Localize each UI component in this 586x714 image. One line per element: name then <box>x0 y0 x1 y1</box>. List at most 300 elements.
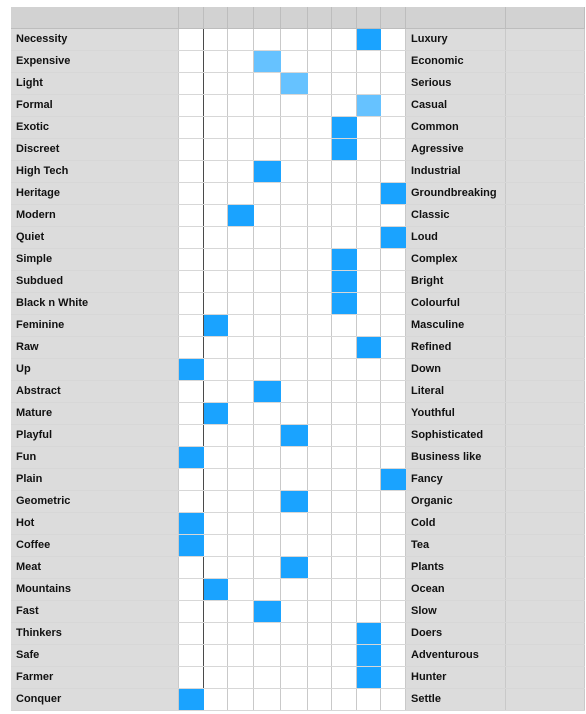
scale-cell <box>228 73 254 94</box>
rating-mark <box>357 645 381 666</box>
right-attribute-label: Plants <box>406 557 506 578</box>
right-attribute-label: Settle <box>406 689 506 710</box>
spacer-cell <box>506 579 585 600</box>
scale-cell <box>204 359 228 380</box>
scale-cell <box>228 293 254 314</box>
scale-cell <box>281 271 308 292</box>
scale-cell <box>357 161 381 182</box>
scale-cell <box>254 447 281 468</box>
right-attribute-label: Casual <box>406 95 506 116</box>
scale-cell <box>332 579 357 600</box>
scale-cell <box>357 447 381 468</box>
scale-cell <box>179 73 204 94</box>
scale-cell <box>254 491 281 512</box>
scale-cell <box>281 139 308 160</box>
rating-mark <box>254 161 281 182</box>
left-attribute-label: Heritage <box>11 183 179 204</box>
left-attribute-label: Black n White <box>11 293 179 314</box>
left-attribute-label: Expensive <box>11 51 179 72</box>
spacer-cell <box>506 249 585 270</box>
scale-cell <box>381 359 406 380</box>
scale-cell <box>332 359 357 380</box>
right-attribute-label: Industrial <box>406 161 506 182</box>
scale-cell <box>228 601 254 622</box>
rating-mark <box>281 557 308 578</box>
scale-cell <box>357 469 381 490</box>
scale-cell <box>357 227 381 248</box>
scale-cell <box>308 535 332 556</box>
right-attribute-label: Organic <box>406 491 506 512</box>
scale-cell <box>281 227 308 248</box>
rating-mark <box>357 29 381 50</box>
rating-mark <box>332 293 357 314</box>
header-cell <box>228 7 254 28</box>
scale-cell <box>381 161 406 182</box>
scale-cell <box>332 227 357 248</box>
scale-cell <box>381 293 406 314</box>
scale-cell <box>281 601 308 622</box>
table-row <box>11 667 585 689</box>
scale-cell <box>179 601 204 622</box>
header-cell <box>332 7 357 28</box>
scale-cell <box>308 51 332 72</box>
scale-cell <box>308 667 332 688</box>
scale-cell <box>357 249 381 270</box>
right-attribute-label: Groundbreaking <box>406 183 506 204</box>
spacer-cell <box>506 293 585 314</box>
scale-cell <box>381 645 406 666</box>
scale-cell <box>381 689 406 710</box>
scale-cell <box>204 381 228 402</box>
left-attribute-label: Hot <box>11 513 179 534</box>
left-attribute-label: Discreet <box>11 139 179 160</box>
rating-mark <box>381 183 406 204</box>
scale-cell <box>357 73 381 94</box>
rating-mark <box>204 315 228 336</box>
table-row <box>11 249 585 271</box>
table-row <box>11 73 585 95</box>
scale-cell <box>228 139 254 160</box>
scale-cell <box>179 271 204 292</box>
spacer-cell <box>506 95 585 116</box>
scale-cell <box>281 117 308 138</box>
left-attribute-label: Mountains <box>11 579 179 600</box>
left-attribute-label: Simple <box>11 249 179 270</box>
scale-cell <box>228 227 254 248</box>
scale-cell <box>308 117 332 138</box>
scale-cell <box>308 513 332 534</box>
scale-cell <box>254 359 281 380</box>
table-row <box>11 491 585 513</box>
scale-cell <box>308 271 332 292</box>
scale-cell <box>381 29 406 50</box>
scale-cell <box>254 579 281 600</box>
rating-mark <box>357 95 381 116</box>
scale-cell <box>204 667 228 688</box>
scale-cell <box>381 315 406 336</box>
table-row <box>11 513 585 535</box>
scale-cell <box>179 293 204 314</box>
spacer-cell <box>506 51 585 72</box>
scale-cell <box>308 645 332 666</box>
scale-cell <box>332 491 357 512</box>
scale-cell <box>281 513 308 534</box>
rating-mark <box>332 117 357 138</box>
right-attribute-label: Masculine <box>406 315 506 336</box>
scale-cell <box>228 579 254 600</box>
scale-cell <box>381 557 406 578</box>
rating-mark <box>179 513 204 534</box>
scale-cell <box>308 469 332 490</box>
scale-cell <box>381 73 406 94</box>
spacer-cell <box>506 315 585 336</box>
scale-cell <box>308 425 332 446</box>
scale-cell <box>228 183 254 204</box>
scale-cell <box>281 535 308 556</box>
scale-cell <box>357 535 381 556</box>
scale-cell <box>204 227 228 248</box>
scale-cell <box>204 205 228 226</box>
spacer-cell <box>506 381 585 402</box>
spacer-cell <box>506 645 585 666</box>
scale-cell <box>332 337 357 358</box>
scale-cell <box>308 95 332 116</box>
scale-cell <box>308 491 332 512</box>
scale-cell <box>308 359 332 380</box>
spacer-cell <box>506 117 585 138</box>
scale-cell <box>281 469 308 490</box>
left-attribute-label: Exotic <box>11 117 179 138</box>
scale-cell <box>254 337 281 358</box>
scale-cell <box>228 359 254 380</box>
right-attribute-label: Ocean <box>406 579 506 600</box>
left-attribute-label: High Tech <box>11 161 179 182</box>
scale-cell <box>254 645 281 666</box>
right-attribute-label: Slow <box>406 601 506 622</box>
scale-cell <box>179 29 204 50</box>
scale-cell <box>332 557 357 578</box>
table-row <box>11 293 585 315</box>
scale-cell <box>308 161 332 182</box>
scale-cell <box>308 205 332 226</box>
scale-cell <box>281 183 308 204</box>
left-attribute-label: Plain <box>11 469 179 490</box>
right-attribute-label: Doers <box>406 623 506 644</box>
scale-cell <box>332 623 357 644</box>
spacer-cell <box>506 491 585 512</box>
scale-cell <box>332 205 357 226</box>
scale-cell <box>204 447 228 468</box>
scale-cell <box>281 337 308 358</box>
scale-cell <box>381 117 406 138</box>
scale-cell <box>228 161 254 182</box>
scale-cell <box>228 315 254 336</box>
left-attribute-label: Geometric <box>11 491 179 512</box>
scale-cell <box>204 623 228 644</box>
left-attribute-label: Subdued <box>11 271 179 292</box>
scale-cell <box>281 249 308 270</box>
scale-cell <box>228 337 254 358</box>
scale-cell <box>308 557 332 578</box>
scale-cell <box>381 491 406 512</box>
scale-cell <box>179 469 204 490</box>
scale-cell <box>179 183 204 204</box>
left-attribute-label: Safe <box>11 645 179 666</box>
scale-cell <box>381 425 406 446</box>
scale-cell <box>332 73 357 94</box>
header-cell <box>506 7 585 28</box>
left-attribute-label: Conquer <box>11 689 179 710</box>
scale-cell <box>381 249 406 270</box>
scale-cell <box>179 425 204 446</box>
spacer-cell <box>506 271 585 292</box>
spacer-cell <box>506 623 585 644</box>
table-row <box>11 51 585 73</box>
scale-cell <box>204 95 228 116</box>
scale-cell <box>357 359 381 380</box>
scale-cell <box>381 447 406 468</box>
scale-cell <box>281 645 308 666</box>
right-attribute-label: Down <box>406 359 506 380</box>
left-attribute-label: Formal <box>11 95 179 116</box>
rating-mark <box>357 337 381 358</box>
scale-cell <box>281 293 308 314</box>
left-attribute-label: Mature <box>11 403 179 424</box>
rating-mark <box>381 469 406 490</box>
spacer-cell <box>506 425 585 446</box>
scale-cell <box>254 557 281 578</box>
scale-cell <box>254 469 281 490</box>
table-row <box>11 579 585 601</box>
scale-cell <box>204 139 228 160</box>
rating-mark <box>179 447 204 468</box>
header-cell <box>308 7 332 28</box>
rating-mark <box>254 51 281 72</box>
scale-cell <box>254 227 281 248</box>
scale-cell <box>204 557 228 578</box>
rating-mark <box>357 623 381 644</box>
right-attribute-label: Luxury <box>406 29 506 50</box>
scale-cell <box>381 381 406 402</box>
scale-cell <box>357 271 381 292</box>
left-attribute-label: Thinkers <box>11 623 179 644</box>
scale-cell <box>357 403 381 424</box>
spacer-cell <box>506 29 585 50</box>
left-attribute-label: Fun <box>11 447 179 468</box>
table-row <box>11 315 585 337</box>
scale-cell <box>357 293 381 314</box>
left-attribute-label: Farmer <box>11 667 179 688</box>
scale-cell <box>228 95 254 116</box>
scale-cell <box>254 667 281 688</box>
spacer-cell <box>506 227 585 248</box>
rating-mark <box>204 579 228 600</box>
scale-cell <box>179 557 204 578</box>
scale-cell <box>228 249 254 270</box>
right-attribute-label: Serious <box>406 73 506 94</box>
scale-cell <box>332 95 357 116</box>
scale-cell <box>332 183 357 204</box>
table-row <box>11 95 585 117</box>
scale-cell <box>281 51 308 72</box>
scale-cell <box>357 51 381 72</box>
scale-cell <box>357 381 381 402</box>
rating-mark <box>228 205 254 226</box>
scale-cell <box>204 645 228 666</box>
scale-cell <box>179 249 204 270</box>
scale-cell <box>332 667 357 688</box>
scale-cell <box>204 469 228 490</box>
scale-cell <box>332 689 357 710</box>
scale-cell <box>308 183 332 204</box>
scale-cell <box>381 95 406 116</box>
scale-cell <box>228 469 254 490</box>
scale-cell <box>281 359 308 380</box>
scale-cell <box>204 293 228 314</box>
scale-cell <box>381 337 406 358</box>
scale-cell <box>357 315 381 336</box>
scale-cell <box>228 513 254 534</box>
scale-cell <box>281 447 308 468</box>
header-cell <box>381 7 406 28</box>
spacer-cell <box>506 667 585 688</box>
scale-cell <box>254 293 281 314</box>
scale-cell <box>254 29 281 50</box>
scale-cell <box>254 513 281 534</box>
spacer-cell <box>506 205 585 226</box>
scale-cell <box>179 645 204 666</box>
header-cell <box>254 7 281 28</box>
spacer-cell <box>506 557 585 578</box>
scale-cell <box>204 51 228 72</box>
header-cell <box>281 7 308 28</box>
rating-mark <box>179 359 204 380</box>
scale-cell <box>228 535 254 556</box>
scale-cell <box>254 205 281 226</box>
scale-cell <box>254 403 281 424</box>
scale-cell <box>204 535 228 556</box>
scale-cell <box>204 601 228 622</box>
scale-cell <box>357 491 381 512</box>
scale-cell <box>228 51 254 72</box>
right-attribute-label: Fancy <box>406 469 506 490</box>
scale-cell <box>281 667 308 688</box>
scale-cell <box>332 381 357 402</box>
scale-cell <box>204 161 228 182</box>
table-row <box>11 469 585 491</box>
scale-cell <box>381 579 406 600</box>
header-cell <box>357 7 381 28</box>
rating-mark <box>179 689 204 710</box>
scale-cell <box>179 623 204 644</box>
scale-cell <box>179 403 204 424</box>
scale-cell <box>332 51 357 72</box>
scale-cell <box>381 513 406 534</box>
table-row <box>11 117 585 139</box>
scale-cell <box>381 623 406 644</box>
spacer-cell <box>506 359 585 380</box>
spacer-cell <box>506 469 585 490</box>
scale-cell <box>204 271 228 292</box>
spacer-cell <box>506 337 585 358</box>
spacer-cell <box>506 183 585 204</box>
table-row <box>11 161 585 183</box>
scale-cell <box>228 557 254 578</box>
right-attribute-label: Complex <box>406 249 506 270</box>
right-attribute-label: Bright <box>406 271 506 292</box>
table-row <box>11 557 585 579</box>
table-row <box>11 337 585 359</box>
spacer-cell <box>506 73 585 94</box>
scale-cell <box>381 139 406 160</box>
scale-cell <box>332 469 357 490</box>
scale-cell <box>357 205 381 226</box>
left-attribute-label: Raw <box>11 337 179 358</box>
scale-cell <box>381 403 406 424</box>
table-row <box>11 205 585 227</box>
scale-cell <box>179 205 204 226</box>
table-row <box>11 535 585 557</box>
rating-mark <box>281 491 308 512</box>
rating-mark <box>254 601 281 622</box>
scale-cell <box>281 689 308 710</box>
scale-cell <box>308 29 332 50</box>
table-row <box>11 447 585 469</box>
scale-cell <box>228 447 254 468</box>
scale-cell <box>228 689 254 710</box>
scale-cell <box>228 667 254 688</box>
left-attribute-label: Playful <box>11 425 179 446</box>
left-attribute-label: Necessity <box>11 29 179 50</box>
scale-cell <box>381 271 406 292</box>
left-attribute-label: Light <box>11 73 179 94</box>
scale-cell <box>179 139 204 160</box>
scale-cell <box>254 117 281 138</box>
scale-cell <box>254 689 281 710</box>
right-attribute-label: Tea <box>406 535 506 556</box>
scale-cell <box>308 601 332 622</box>
right-attribute-label: Cold <box>406 513 506 534</box>
scale-cell <box>308 381 332 402</box>
header-cell <box>406 7 506 28</box>
scale-cell <box>381 667 406 688</box>
scale-cell <box>254 623 281 644</box>
scale-cell <box>357 689 381 710</box>
scale-cell <box>204 425 228 446</box>
scale-cell <box>179 117 204 138</box>
table-row <box>11 359 585 381</box>
right-attribute-label: Hunter <box>406 667 506 688</box>
scale-cell <box>281 205 308 226</box>
scale-cell <box>228 381 254 402</box>
scale-cell <box>254 139 281 160</box>
scale-cell <box>357 513 381 534</box>
scale-cell <box>179 227 204 248</box>
scale-cell <box>332 315 357 336</box>
rating-mark <box>332 139 357 160</box>
scale-cell <box>281 403 308 424</box>
scale-cell <box>308 249 332 270</box>
left-attribute-label: Feminine <box>11 315 179 336</box>
scale-cell <box>204 689 228 710</box>
scale-cell <box>281 29 308 50</box>
scale-cell <box>179 491 204 512</box>
table-row <box>11 403 585 425</box>
scale-cell <box>204 73 228 94</box>
scale-cell <box>254 73 281 94</box>
table-row <box>11 183 585 205</box>
right-attribute-label: Common <box>406 117 506 138</box>
